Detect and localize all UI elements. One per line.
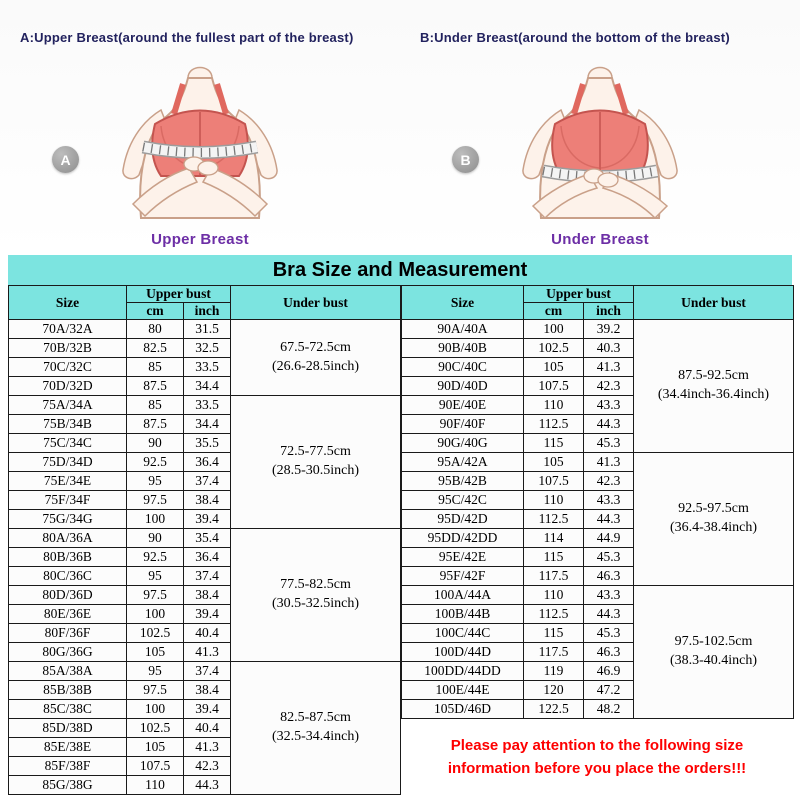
right-column	[401, 285, 793, 780]
upper-bust-inch-cell: 44.3	[584, 605, 634, 624]
under-bust-range-cell: 92.5-97.5cm (36.4-38.4inch)	[634, 453, 794, 586]
upper-bust-cm-cell: 114	[524, 529, 584, 548]
col-header-under-bust: Under bust	[231, 286, 401, 320]
upper-bust-cm-cell: 85	[127, 358, 184, 377]
upper-bust-cm-cell: 107.5	[524, 472, 584, 491]
col-header-upper-bust: Upper bust	[127, 286, 231, 303]
upper-bust-cm-cell: 102.5	[127, 719, 184, 738]
size-cell: 80F/36F	[9, 624, 127, 643]
size-cell: 85F/38F	[9, 757, 127, 776]
upper-bust-cm-cell: 105	[127, 643, 184, 662]
measurement-guide-section	[0, 0, 800, 255]
size-row	[402, 586, 794, 605]
size-cell: 90C/40C	[402, 358, 524, 377]
under-bust-range-cell: 82.5-87.5cm (32.5-34.4inch)	[231, 662, 401, 795]
upper-bust-cm-cell: 100	[127, 510, 184, 529]
size-cell: 75A/34A	[9, 396, 127, 415]
order-attention-warning	[401, 719, 793, 780]
upper-bust-inch-cell: 35.5	[184, 434, 231, 453]
size-row	[402, 453, 794, 472]
upper-bust-inch-cell: 42.3	[584, 377, 634, 396]
upper-bust-inch-cell: 40.4	[184, 624, 231, 643]
upper-bust-cm-cell: 112.5	[524, 605, 584, 624]
upper-bust-inch-cell: 38.4	[184, 681, 231, 700]
size-row	[9, 320, 401, 339]
upper-breast-caption: Upper Breast	[151, 231, 249, 248]
panel-under-breast	[400, 0, 800, 255]
upper-bust-cm-cell: 95	[127, 567, 184, 586]
under-bust-range-cell: 72.5-77.5cm (28.5-30.5inch)	[231, 396, 401, 529]
size-cell: 70A/32A	[9, 320, 127, 339]
size-cell: 80A/36A	[9, 529, 127, 548]
upper-bust-inch-cell: 44.3	[584, 510, 634, 529]
size-cell: 75D/34D	[9, 453, 127, 472]
upper-bust-inch-cell: 47.2	[584, 681, 634, 700]
upper-bust-cm-cell: 92.5	[127, 548, 184, 567]
size-cell: 90B/40B	[402, 339, 524, 358]
col-header-size: Size	[9, 286, 127, 320]
col-header-cm: cm	[127, 303, 184, 320]
upper-bust-inch-cell: 43.3	[584, 491, 634, 510]
size-row	[9, 529, 401, 548]
upper-bust-cm-cell: 100	[127, 700, 184, 719]
upper-bust-inch-cell: 39.4	[184, 605, 231, 624]
col-header-upper-bust: Upper bust	[524, 286, 634, 303]
size-cell: 85B/38B	[9, 681, 127, 700]
upper-bust-cm-cell: 90	[127, 434, 184, 453]
warning-line-1: Please pay attention to the following size	[450, 737, 744, 754]
size-cell: 80D/36D	[9, 586, 127, 605]
upper-bust-cm-cell: 95	[127, 662, 184, 681]
size-cell: 70B/32B	[9, 339, 127, 358]
upper-bust-inch-cell: 43.3	[584, 396, 634, 415]
upper-bust-inch-cell: 45.3	[584, 434, 634, 453]
upper-bust-cm-cell: 107.5	[127, 757, 184, 776]
upper-bust-inch-cell: 40.3	[584, 339, 634, 358]
size-cell: 75C/34C	[9, 434, 127, 453]
upper-bust-inch-cell: 48.2	[584, 700, 634, 719]
col-header-under-bust: Under bust	[634, 286, 794, 320]
upper-bust-cm-cell: 97.5	[127, 586, 184, 605]
size-cell: 90A/40A	[402, 320, 524, 339]
upper-bust-inch-cell: 46.3	[584, 643, 634, 662]
upper-bust-inch-cell: 37.4	[184, 472, 231, 491]
upper-bust-inch-cell: 32.5	[184, 339, 231, 358]
size-cell: 85G/38G	[9, 776, 127, 795]
upper-bust-inch-cell: 43.3	[584, 586, 634, 605]
col-header-size: Size	[402, 286, 524, 320]
upper-bust-inch-cell: 41.3	[584, 358, 634, 377]
upper-breast-illustration	[75, 52, 325, 220]
warning-line-2: information before you place the orders!!!	[447, 759, 747, 777]
under-bust-range-cell: 97.5-102.5cm (38.3-40.4inch)	[634, 586, 794, 719]
size-row	[402, 320, 794, 339]
upper-bust-cm-cell: 117.5	[524, 643, 584, 662]
measuring-figure-icon	[475, 52, 725, 220]
size-table-right	[401, 285, 794, 719]
size-row	[9, 396, 401, 415]
panel-upper-breast	[0, 0, 400, 255]
size-cell: 100A/44A	[402, 586, 524, 605]
under-bust-range-cell: 77.5-82.5cm (30.5-32.5inch)	[231, 529, 401, 662]
upper-bust-inch-cell: 45.3	[584, 548, 634, 567]
size-cell: 95B/42B	[402, 472, 524, 491]
size-table-left	[8, 285, 401, 795]
size-cell: 85D/38D	[9, 719, 127, 738]
upper-bust-cm-cell: 122.5	[524, 700, 584, 719]
upper-bust-inch-cell: 33.5	[184, 358, 231, 377]
size-cell: 75B/34B	[9, 415, 127, 434]
size-cell: 100C/44C	[402, 624, 524, 643]
upper-bust-cm-cell: 92.5	[127, 453, 184, 472]
under-bust-range-cell: 67.5-72.5cm (26.6-28.5inch)	[231, 320, 401, 396]
size-cell: 100D/44D	[402, 643, 524, 662]
upper-bust-inch-cell: 41.3	[184, 738, 231, 757]
under-breast-caption: Under Breast	[551, 231, 649, 248]
upper-bust-inch-cell: 42.3	[584, 472, 634, 491]
size-cell: 85A/38A	[9, 662, 127, 681]
size-cell: 95D/42D	[402, 510, 524, 529]
size-cell: 70D/32D	[9, 377, 127, 396]
upper-bust-inch-cell: 42.3	[184, 757, 231, 776]
upper-bust-inch-cell: 41.3	[184, 643, 231, 662]
upper-bust-cm-cell: 105	[127, 738, 184, 757]
size-cell: 95A/42A	[402, 453, 524, 472]
upper-bust-inch-cell: 45.3	[584, 624, 634, 643]
size-row	[9, 662, 401, 681]
measuring-tape-icon	[143, 147, 257, 153]
upper-bust-cm-cell: 112.5	[524, 415, 584, 434]
size-cell: 80E/36E	[9, 605, 127, 624]
table-title: Bra Size and Measurement	[8, 255, 792, 285]
upper-bust-inch-cell: 46.3	[584, 567, 634, 586]
upper-bust-inch-cell: 44.3	[184, 776, 231, 795]
size-cell: 90F/40F	[402, 415, 524, 434]
size-cell: 95C/42C	[402, 491, 524, 510]
upper-bust-cm-cell: 87.5	[127, 415, 184, 434]
upper-bust-cm-cell: 115	[524, 548, 584, 567]
col-header-inch: inch	[184, 303, 231, 320]
upper-bust-inch-cell: 44.3	[584, 415, 634, 434]
upper-bust-inch-cell: 38.4	[184, 491, 231, 510]
upper-bust-inch-cell: 31.5	[184, 320, 231, 339]
upper-bust-inch-cell: 46.9	[584, 662, 634, 681]
size-cell: 75G/34G	[9, 510, 127, 529]
upper-bust-inch-cell: 34.4	[184, 377, 231, 396]
upper-bust-cm-cell: 95	[127, 472, 184, 491]
upper-bust-inch-cell: 33.5	[184, 396, 231, 415]
upper-bust-cm-cell: 90	[127, 529, 184, 548]
upper-bust-cm-cell: 100	[524, 320, 584, 339]
size-cell: 95DD/42DD	[402, 529, 524, 548]
upper-bust-inch-cell: 36.4	[184, 453, 231, 472]
size-cell: 95F/42F	[402, 567, 524, 586]
upper-bust-inch-cell: 38.4	[184, 586, 231, 605]
col-header-inch: inch	[584, 303, 634, 320]
upper-bust-cm-cell: 119	[524, 662, 584, 681]
upper-bust-inch-cell: 37.4	[184, 662, 231, 681]
upper-bust-cm-cell: 97.5	[127, 681, 184, 700]
size-cell: 80C/36C	[9, 567, 127, 586]
under-bust-range-cell: 87.5-92.5cm (34.4inch-36.4inch)	[634, 320, 794, 453]
badge-b: B	[452, 146, 479, 173]
under-breast-illustration	[475, 52, 725, 220]
upper-bust-cm-cell: 120	[524, 681, 584, 700]
size-cell: 75E/34E	[9, 472, 127, 491]
size-cell: 80B/36B	[9, 548, 127, 567]
upper-bust-inch-cell: 40.4	[184, 719, 231, 738]
upper-bust-cm-cell: 102.5	[524, 339, 584, 358]
upper-bust-inch-cell: 44.9	[584, 529, 634, 548]
size-cell: 100E/44E	[402, 681, 524, 700]
upper-bust-inch-cell: 39.2	[584, 320, 634, 339]
size-cell: 90G/40G	[402, 434, 524, 453]
size-cell: 95E/42E	[402, 548, 524, 567]
upper-bust-cm-cell: 115	[524, 624, 584, 643]
upper-bust-cm-cell: 97.5	[127, 491, 184, 510]
size-cell: 90E/40E	[402, 396, 524, 415]
size-cell: 85E/38E	[9, 738, 127, 757]
size-cell: 80G/36G	[9, 643, 127, 662]
upper-bust-cm-cell: 110	[524, 586, 584, 605]
upper-bust-cm-cell: 82.5	[127, 339, 184, 358]
upper-bust-inch-cell: 34.4	[184, 415, 231, 434]
upper-bust-cm-cell: 107.5	[524, 377, 584, 396]
upper-bust-inch-cell: 41.3	[584, 453, 634, 472]
col-header-cm: cm	[524, 303, 584, 320]
measuring-figure-icon	[75, 52, 325, 220]
upper-bust-cm-cell: 102.5	[127, 624, 184, 643]
size-cell: 85C/38C	[9, 700, 127, 719]
size-cell: 70C/32C	[9, 358, 127, 377]
size-cell: 100DD/44DD	[402, 662, 524, 681]
upper-bust-cm-cell: 85	[127, 396, 184, 415]
upper-bust-inch-cell: 39.4	[184, 510, 231, 529]
upper-bust-cm-cell: 87.5	[127, 377, 184, 396]
upper-bust-cm-cell: 117.5	[524, 567, 584, 586]
under-breast-instruction: B:Under Breast(around the bottom of the breast)	[420, 30, 730, 45]
upper-bust-cm-cell: 110	[524, 491, 584, 510]
size-tables	[8, 285, 792, 795]
upper-bust-cm-cell: 115	[524, 434, 584, 453]
size-cell: 75F/34F	[9, 491, 127, 510]
upper-bust-cm-cell: 110	[524, 396, 584, 415]
upper-bust-inch-cell: 39.4	[184, 700, 231, 719]
upper-bust-inch-cell: 36.4	[184, 548, 231, 567]
upper-bust-cm-cell: 100	[127, 605, 184, 624]
upper-bust-cm-cell: 80	[127, 320, 184, 339]
upper-breast-instruction: A:Upper Breast(around the fullest part of the breast)	[20, 30, 354, 45]
badge-a: A	[52, 146, 79, 173]
upper-bust-cm-cell: 112.5	[524, 510, 584, 529]
upper-bust-cm-cell: 110	[127, 776, 184, 795]
upper-bust-cm-cell: 105	[524, 358, 584, 377]
upper-bust-cm-cell: 105	[524, 453, 584, 472]
size-cell: 105D/46D	[402, 700, 524, 719]
size-cell: 100B/44B	[402, 605, 524, 624]
upper-bust-inch-cell: 35.4	[184, 529, 231, 548]
upper-bust-inch-cell: 37.4	[184, 567, 231, 586]
size-cell: 90D/40D	[402, 377, 524, 396]
